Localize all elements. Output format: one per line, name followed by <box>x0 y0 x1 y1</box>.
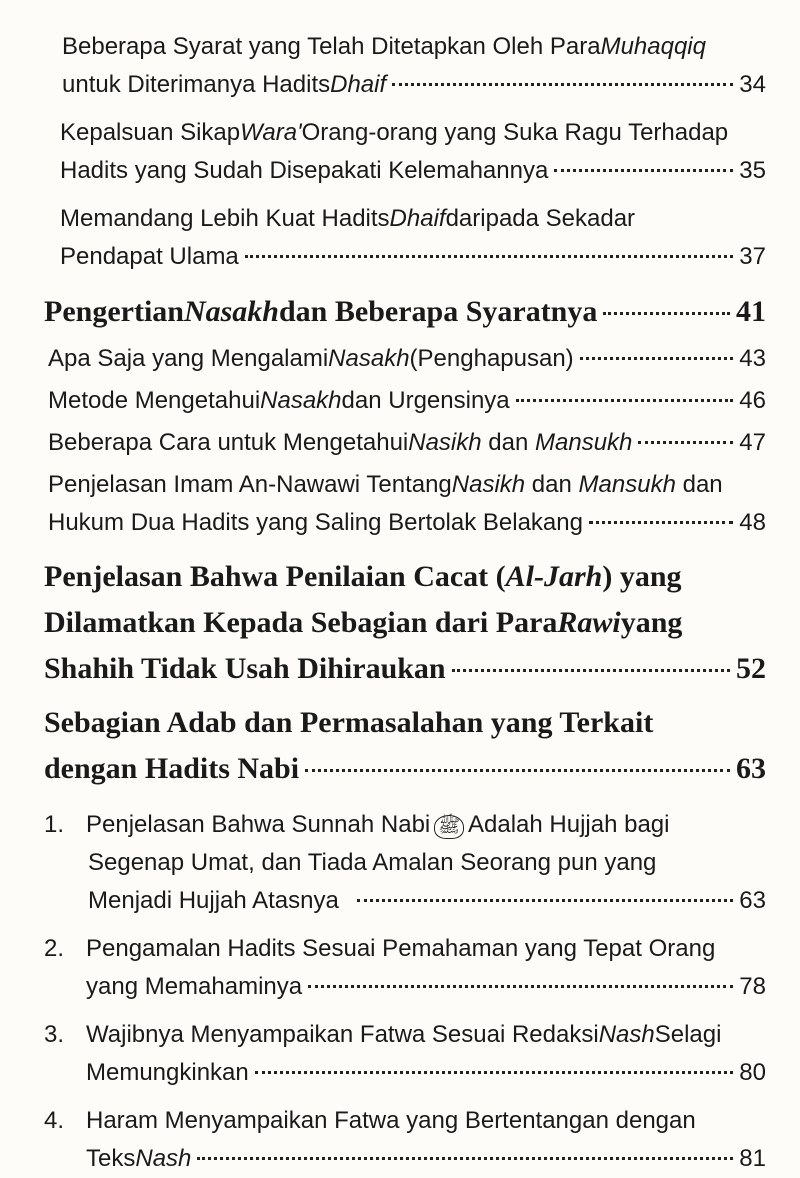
entry-line <box>48 424 766 462</box>
entry-text: Hukum Dua Hadits yang Saling Bertolak Belakang <box>48 509 583 536</box>
heading-text: Dilamatkan Kepada Sebagian dari Para <box>44 606 558 639</box>
entry-text-italic: Nasikh <box>408 429 482 456</box>
page-number: 35 <box>739 157 766 184</box>
entry-text: dan <box>525 471 579 498</box>
toc-heading-adab-hadits[interactable] <box>44 700 766 792</box>
entry-text-italic: Nasakh <box>260 387 342 414</box>
entry-text: dan Urgensinya <box>341 387 510 414</box>
entry-line <box>48 466 766 504</box>
heading-text: dengan Hadits Nabi <box>44 752 300 785</box>
entry-text: dan <box>481 429 535 456</box>
dot-leader <box>197 1157 733 1160</box>
page-number: 48 <box>739 509 766 536</box>
toc-entry-kepalsuan-wara[interactable] <box>60 114 766 190</box>
entry-line <box>60 238 766 276</box>
entry-line <box>86 806 766 844</box>
item-number: 1. <box>44 811 65 838</box>
toc-entry-cara-nasikh-mansukh[interactable] <box>48 424 766 462</box>
dot-leader <box>305 769 730 772</box>
toc-heading-al-jarh[interactable] <box>44 554 766 692</box>
entry-text: Selagi <box>654 1021 722 1048</box>
entry-line <box>62 28 766 66</box>
entry-text-italic: Wara' <box>240 119 302 146</box>
entry-line <box>48 340 766 378</box>
entry-text: Segenap Umat, dan Tiada Amalan Seorang pun yang <box>88 849 657 876</box>
entry-line <box>44 746 766 792</box>
entry-text: Kepalsuan Sikap <box>60 119 241 146</box>
dot-leader <box>580 357 734 360</box>
page-number: 47 <box>739 429 766 456</box>
toc-item-3[interactable] <box>44 1016 766 1092</box>
entry-text: Penjelasan Bahwa Sunnah Nabi <box>86 811 431 838</box>
entry-line <box>48 382 766 420</box>
entry-text: Wajibnya Menyampaikan Fatwa Sesuai Redaksi <box>86 1021 599 1048</box>
heading-text: Pengertian <box>44 295 184 328</box>
entry-text: Teks <box>86 1145 136 1172</box>
page-number: 43 <box>739 345 766 372</box>
entry-text: Menjadi Hujjah Atasnya <box>88 887 339 914</box>
entry-text: untuk Diterimanya Hadits <box>62 71 331 98</box>
toc-entry-syarat-dhaif[interactable] <box>62 28 766 104</box>
entry-text: dan <box>675 471 723 498</box>
entry-line <box>62 66 766 104</box>
page-number: 46 <box>739 387 766 414</box>
dot-leader <box>452 669 730 672</box>
item-number: 3. <box>44 1021 65 1048</box>
heading-text-italic: Al-Jarh <box>505 560 603 593</box>
entry-text-italic: Dhaif <box>330 71 387 98</box>
entry-line <box>86 1016 766 1054</box>
page-number: 37 <box>739 243 766 270</box>
entry-line <box>86 844 766 882</box>
entry-text-italic: Mansukh <box>578 471 676 498</box>
entry-text: Apa Saja yang Mengalami <box>48 345 329 372</box>
entry-line <box>60 152 766 190</box>
dot-leader <box>516 399 734 402</box>
entry-line <box>86 1054 766 1092</box>
entry-text-italic: Nasikh <box>451 471 526 498</box>
dot-leader <box>392 83 733 86</box>
entry-text: yang Memahaminya <box>86 973 303 1000</box>
entry-text: Metode Mengetahui <box>48 387 261 414</box>
entry-line <box>44 554 766 600</box>
dot-leader <box>589 521 733 524</box>
entry-text: daripada Sekadar <box>445 205 636 232</box>
toc-item-1[interactable] <box>44 806 766 920</box>
entry-text-italic: Nash <box>598 1021 655 1048</box>
heading-text: dan Beberapa Syaratnya <box>279 295 598 328</box>
entry-text-italic: Mansukh <box>535 429 633 456</box>
page-number: 34 <box>739 71 766 98</box>
entry-text: Beberapa Syarat yang Telah Ditetapkan Oleh Para <box>62 33 601 60</box>
heading-text: Penjelasan Bahwa Penilaian Cacat ( <box>44 560 506 593</box>
entry-text: Pengamalan Hadits Sesuai Pemahaman yang Tepat Orang <box>86 935 716 962</box>
page-number: 80 <box>739 1059 766 1086</box>
entry-line <box>44 646 766 692</box>
toc-entry-mengalami-nasakh[interactable] <box>48 340 766 378</box>
toc-entry-metode-nasakh[interactable] <box>48 382 766 420</box>
entry-line <box>86 968 766 1006</box>
entry-text: Beberapa Cara untuk Mengetahui <box>48 429 409 456</box>
item-number: 4. <box>44 1107 65 1134</box>
page-number: 63 <box>736 752 766 785</box>
dot-leader <box>308 985 733 988</box>
toc-entry-imam-nawawi[interactable] <box>48 466 766 542</box>
entry-text: Pendapat Ulama <box>60 243 239 270</box>
heading-text-italic: Nasakh <box>183 295 279 328</box>
item-number: 2. <box>44 935 65 962</box>
entry-line <box>44 600 766 646</box>
entry-line <box>86 930 766 968</box>
page-number: 52 <box>736 652 766 685</box>
entry-text: Orang-orang yang Suka Ragu Terhadap <box>301 119 729 146</box>
dot-leader <box>255 1071 734 1074</box>
entry-text-italic: Nash <box>135 1145 192 1172</box>
dot-leader <box>554 169 733 172</box>
salawat-symbol: ﷺ <box>434 815 464 839</box>
entry-line <box>60 114 766 152</box>
entry-line <box>44 700 766 746</box>
heading-text: Sebagian Adab dan Permasalahan yang Terkait <box>44 706 654 739</box>
entry-text: Memandang Lebih Kuat Hadits <box>60 205 390 232</box>
entry-line <box>60 200 766 238</box>
heading-text: Shahih Tidak Usah Dihiraukan <box>44 652 446 685</box>
entry-text-italic: Dhaif <box>389 205 446 232</box>
page-number: 41 <box>736 295 766 328</box>
toc-item-4[interactable] <box>44 1102 766 1178</box>
entry-text-italic: Muhaqqiq <box>600 33 706 60</box>
page-number: 81 <box>739 1145 766 1172</box>
entry-line <box>86 882 766 920</box>
dot-leader <box>603 312 730 315</box>
dot-leader <box>638 441 733 444</box>
page-number: 63 <box>739 887 766 914</box>
page-number: 78 <box>739 973 766 1000</box>
entry-text: (Penghapusan) <box>409 345 574 372</box>
dot-leader <box>245 255 734 258</box>
toc-item-2[interactable] <box>44 930 766 1006</box>
dot-leader <box>357 899 733 902</box>
entry-text-italic: Nasakh <box>328 345 410 372</box>
entry-line <box>48 504 766 542</box>
heading-text-italic: Rawi <box>557 606 621 639</box>
entry-text: Hadits yang Sudah Disepakati Kelemahannya <box>60 157 549 184</box>
toc-entry-memandang-dhaif[interactable] <box>60 200 766 276</box>
entry-text: Adalah Hujjah bagi <box>468 811 670 838</box>
entry-line <box>86 1102 766 1140</box>
entry-line <box>44 290 766 334</box>
entry-text: Memungkinkan <box>86 1059 249 1086</box>
heading-text: yang <box>620 606 683 639</box>
toc-heading-nasakh[interactable] <box>44 290 766 334</box>
entry-text: Penjelasan Imam An-Nawawi Tentang <box>48 471 452 498</box>
heading-text: ) yang <box>602 560 682 593</box>
entry-line <box>86 1140 766 1178</box>
entry-text: Haram Menyampaikan Fatwa yang Bertentangan dengan <box>86 1107 696 1134</box>
